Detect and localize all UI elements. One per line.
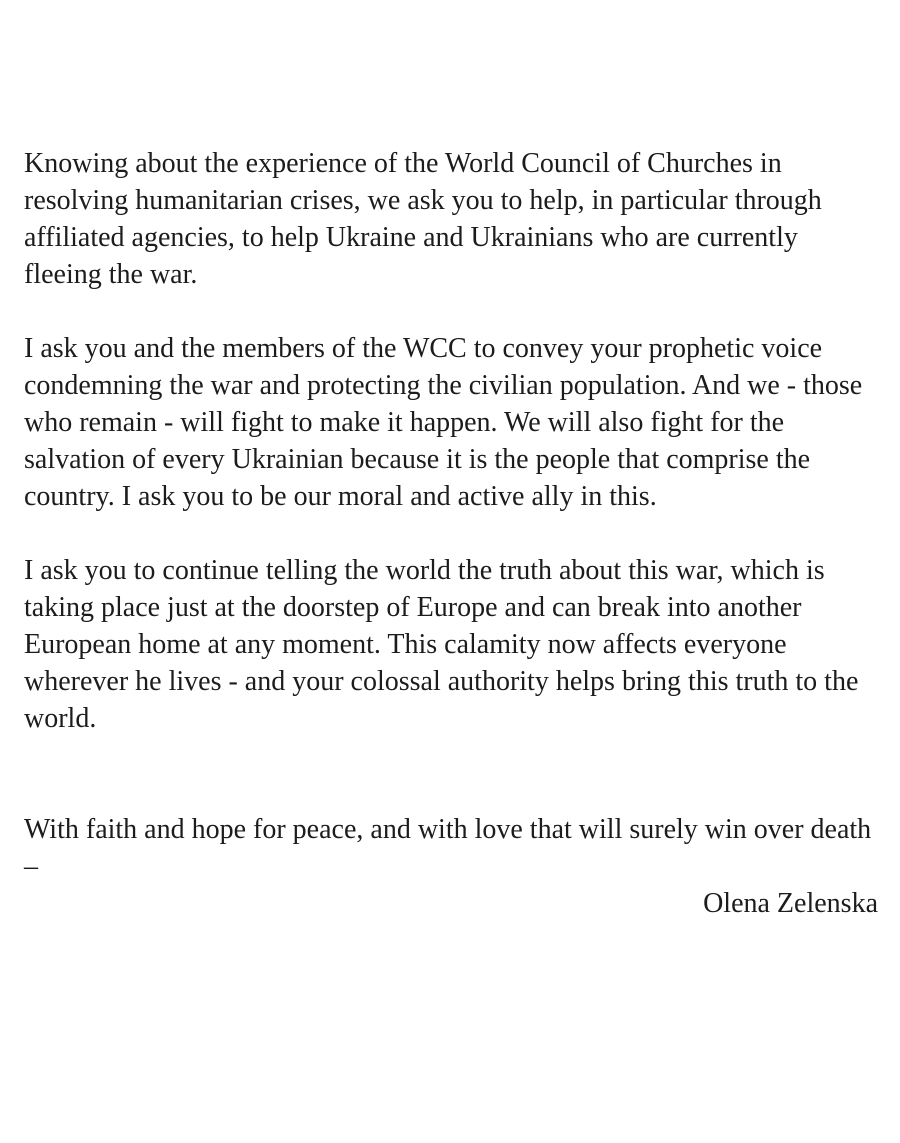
paragraph-help-request: Knowing about the experience of the World Council of Churches in resolving humanitarian crises, we ask you to help, in particular through affiliated agencies, to help Ukraine and Ukrainians who are currently fleeing the war. [24, 148, 822, 290]
letter-body [24, 145, 880, 922]
closing-line: With faith and hope for peace, and with love that will surely win over death – [24, 814, 872, 882]
paragraph-truth-about-war: I ask you to continue telling the world the truth about this war, which is taking place just at the doorstep of Europe and can break into another European home at any moment. This calamity now affects everyone wherever he lives - and your colossal authority helps bring this truth to the world. [24, 555, 859, 734]
paragraph-prophetic-voice: I ask you and the members of the WCC to convey your prophetic voice condemning the war and protecting the civilian population. And we - those who remain - will fight to make it happen. We will also fight for the salvation of every Ukrainian because it is the people that comprise the country. I ask you to be our moral and active ally in this. [24, 333, 863, 512]
signature: Olena Zelenska [703, 888, 878, 919]
